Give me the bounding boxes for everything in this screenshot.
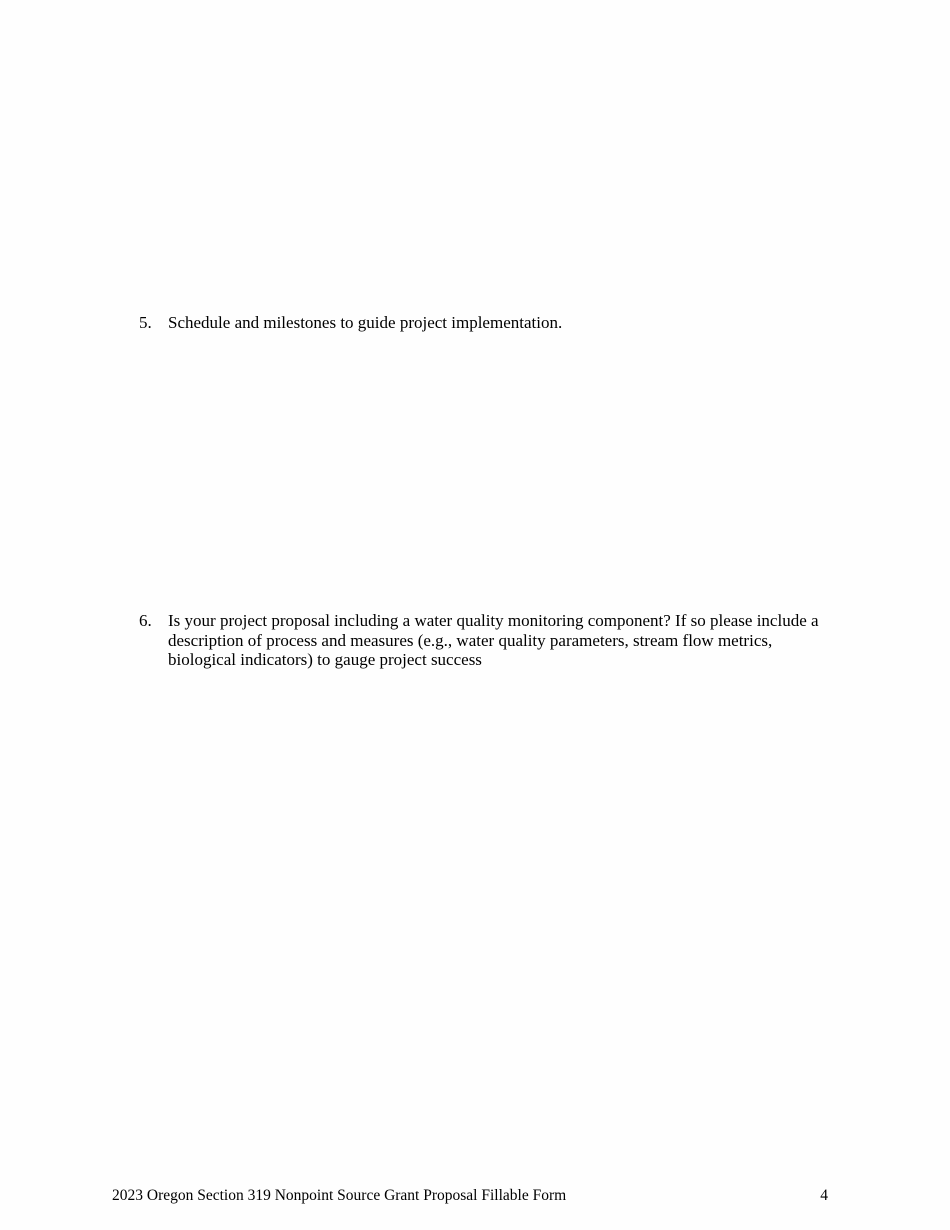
question-number: 6. [139,611,152,630]
question-number: 5. [139,313,152,332]
footer-title: 2023 Oregon Section 319 Nonpoint Source Grant Proposal Fillable Form [112,1187,567,1204]
answer-field-5[interactable] [139,340,839,600]
question-text: Schedule and milestones to guide project implementation. [168,313,563,332]
question-5 [139,313,839,333]
page-number: 4 [820,1187,828,1204]
question-6 [139,611,839,670]
answer-field-6[interactable] [139,680,839,1160]
question-text: Is your project proposal including a water quality monitoring component? If so please include a description of process and measures (e.g., water quality parameters, stream flow metrics, biological indicators) to gauge project success [168,611,819,669]
